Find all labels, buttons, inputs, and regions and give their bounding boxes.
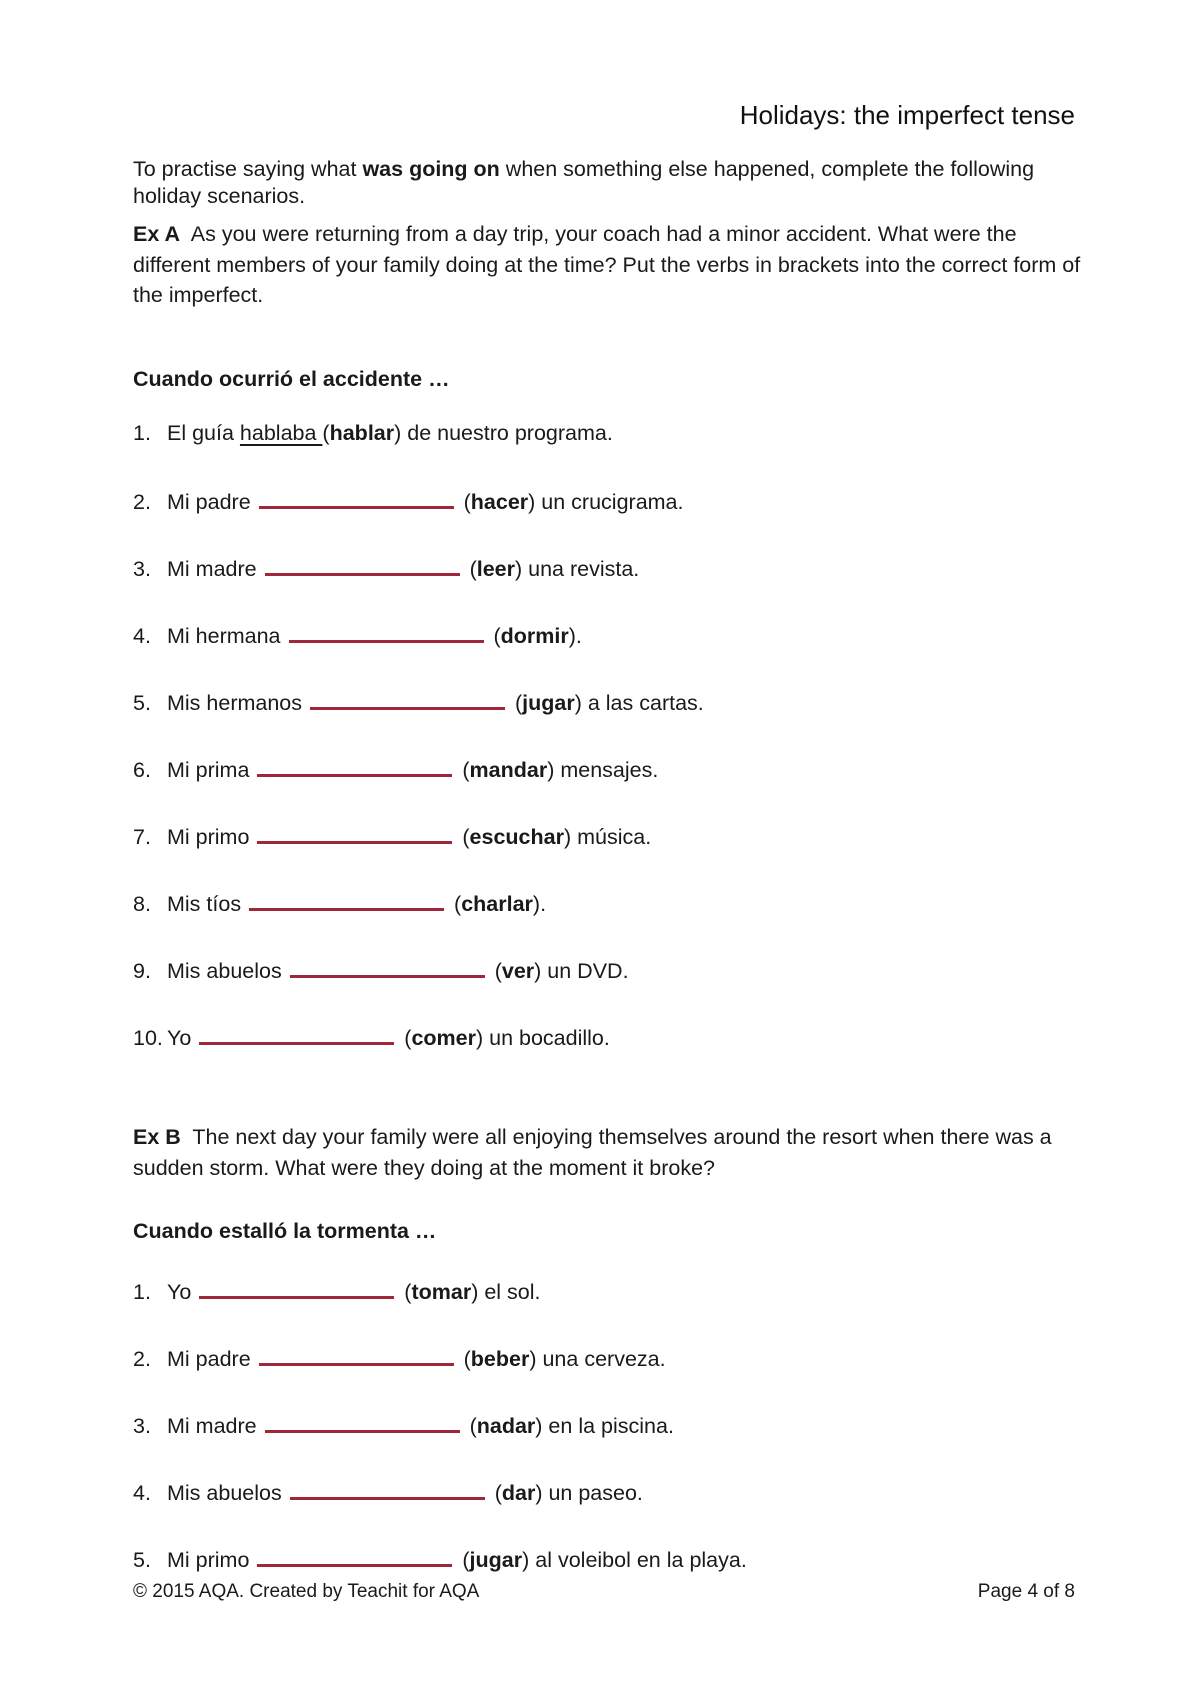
answer-blank[interactable] bbox=[259, 488, 454, 509]
item-rest: ) el sol. bbox=[471, 1280, 541, 1304]
item-subject: Mi primo bbox=[167, 1548, 250, 1572]
answer-blank[interactable] bbox=[257, 756, 452, 777]
verb-infinitive: tomar bbox=[411, 1280, 472, 1304]
item-number: 3. bbox=[133, 1414, 151, 1438]
verb-infinitive: jugar bbox=[469, 1548, 523, 1572]
verb-infinitive: hablar bbox=[329, 421, 395, 445]
item-number: 1. bbox=[133, 421, 151, 445]
exercise-b-heading: Cuando estalló la tormenta … bbox=[133, 1219, 437, 1243]
item-subject: Mi hermana bbox=[167, 624, 281, 648]
item-number: 4. bbox=[133, 1481, 151, 1505]
item-subject: Mi madre bbox=[167, 557, 257, 581]
verb-infinitive: nadar bbox=[476, 1414, 536, 1438]
exercise-b-text: The next day your family were all enjoying themselves around the resort when there was a sudden storm. What were they doing at the moment it broke? bbox=[133, 1125, 1052, 1180]
item-rest: ) un bocadillo. bbox=[476, 1026, 610, 1050]
item-rest: ). bbox=[532, 892, 547, 916]
exercise-item: 5. Mis hermanos (jugar) a las cartas. bbox=[133, 691, 704, 715]
exercise-item: 9. Mis abuelos (ver) un DVD. bbox=[133, 959, 629, 983]
item-rest: ) música. bbox=[563, 825, 652, 849]
exercise-item: 5. Mi primo (jugar) al voleibol en la playa. bbox=[133, 1548, 747, 1572]
exercise-b-instructions bbox=[133, 1122, 1083, 1183]
exercise-a-text: As you were returning from a day trip, your coach had a minor accident. What were the different members of your family doing at the time? Put the verbs in brackets into the correct form of the imperfect. bbox=[133, 222, 1081, 307]
answer-blank[interactable] bbox=[290, 1479, 485, 1500]
exercise-item: 1. Yo (tomar) el sol. bbox=[133, 1280, 541, 1304]
item-number: 5. bbox=[133, 691, 151, 715]
item-subject: Mi padre bbox=[167, 1347, 251, 1371]
exercise-item: 8. Mis tíos (charlar). bbox=[133, 892, 547, 916]
item-number: 10. bbox=[133, 1026, 163, 1050]
answer-blank[interactable] bbox=[265, 1412, 460, 1433]
item-subject: Mi primo bbox=[167, 825, 250, 849]
answer-blank[interactable] bbox=[259, 1345, 454, 1366]
item-rest: ) en la piscina. bbox=[535, 1414, 674, 1438]
verb-infinitive: jugar bbox=[522, 691, 575, 715]
item-number: 8. bbox=[133, 892, 151, 916]
exercise-item: 3. Mi madre (leer) una revista. bbox=[133, 557, 640, 581]
page-title: Holidays: the imperfect tense bbox=[739, 100, 1075, 130]
intro-bold: was going on bbox=[362, 157, 500, 181]
exercise-item: 2. Mi padre (beber) una cerveza. bbox=[133, 1347, 666, 1371]
verb-infinitive: comer bbox=[411, 1026, 476, 1050]
item-subject: Mis tíos bbox=[167, 892, 242, 916]
exercise-item: 4. Mi hermana (dormir). bbox=[133, 624, 582, 648]
exercise-item: 3. Mi madre (nadar) en la piscina. bbox=[133, 1414, 674, 1438]
exercise-b-label: Ex B bbox=[133, 1125, 181, 1149]
item-subject: Mis abuelos bbox=[167, 1481, 282, 1505]
example-answer: hablaba bbox=[239, 421, 323, 445]
item-rest: ) un paseo. bbox=[535, 1481, 643, 1505]
verb-infinitive: charlar bbox=[461, 892, 533, 916]
example-post: ) de nuestro programa. bbox=[394, 421, 613, 445]
item-rest: ) una cerveza. bbox=[529, 1347, 666, 1371]
intro-paragraph bbox=[133, 156, 1083, 210]
item-number: 7. bbox=[133, 825, 151, 849]
intro-pre: To practise saying what bbox=[133, 157, 363, 181]
item-subject: Mi prima bbox=[167, 758, 250, 782]
item-subject: Mi madre bbox=[167, 1414, 257, 1438]
answer-blank[interactable] bbox=[310, 689, 505, 710]
exercise-item: 7. Mi primo (escuchar) música. bbox=[133, 825, 652, 849]
exercise-a-example: 1. El guía hablaba (hablar) de nuestro programa. bbox=[133, 421, 613, 445]
footer-page-number: Page 4 of 8 bbox=[977, 1581, 1075, 1602]
answer-blank[interactable] bbox=[257, 1546, 452, 1567]
item-subject: Mi padre bbox=[167, 490, 251, 514]
exercise-a-instructions bbox=[133, 219, 1083, 311]
verb-infinitive: escuchar bbox=[469, 825, 564, 849]
footer-copyright: © 2015 AQA. Created by Teachit for AQA bbox=[133, 1581, 480, 1602]
exercise-a-label: Ex A bbox=[133, 222, 180, 246]
item-number: 9. bbox=[133, 959, 151, 983]
item-rest: ) al voleibol en la playa. bbox=[522, 1548, 747, 1572]
item-number: 2. bbox=[133, 1347, 151, 1371]
answer-blank[interactable] bbox=[290, 957, 485, 978]
item-rest: ) mensajes. bbox=[547, 758, 659, 782]
item-rest: ) un DVD. bbox=[534, 959, 629, 983]
item-number: 4. bbox=[133, 624, 151, 648]
item-number: 1. bbox=[133, 1280, 151, 1304]
verb-infinitive: beber bbox=[470, 1347, 530, 1371]
verb-infinitive: hacer bbox=[470, 490, 529, 514]
item-number: 6. bbox=[133, 758, 151, 782]
verb-infinitive: dar bbox=[501, 1481, 536, 1505]
verb-infinitive: leer bbox=[476, 557, 515, 581]
item-number: 2. bbox=[133, 490, 151, 514]
example-pre: El guía bbox=[167, 421, 240, 445]
answer-blank[interactable] bbox=[199, 1024, 394, 1045]
item-rest: ) a las cartas. bbox=[574, 691, 704, 715]
item-number: 3. bbox=[133, 557, 151, 581]
answer-blank[interactable] bbox=[249, 890, 444, 911]
answer-blank[interactable] bbox=[257, 823, 452, 844]
item-rest: ). bbox=[568, 624, 582, 648]
exercise-item: 6. Mi prima (mandar) mensajes. bbox=[133, 758, 659, 782]
answer-blank[interactable] bbox=[289, 622, 484, 643]
item-subject: Yo bbox=[167, 1026, 192, 1050]
item-rest: ) un crucigrama. bbox=[528, 490, 684, 514]
exercise-a-heading: Cuando ocurrió el accidente … bbox=[133, 367, 450, 391]
item-subject: Yo bbox=[167, 1280, 192, 1304]
item-subject: Mis abuelos bbox=[167, 959, 282, 983]
exercise-item: 2. Mi padre (hacer) un crucigrama. bbox=[133, 490, 684, 514]
item-subject: Mis hermanos bbox=[167, 691, 303, 715]
exercise-item: 4. Mis abuelos (dar) un paseo. bbox=[133, 1481, 643, 1505]
intro-post: when something else happened, complete the following holiday scenarios. bbox=[133, 157, 1035, 208]
item-number: 5. bbox=[133, 1548, 151, 1572]
verb-infinitive: dormir bbox=[500, 624, 569, 648]
verb-infinitive: ver bbox=[501, 959, 535, 983]
verb-infinitive: mandar bbox=[469, 758, 548, 782]
answer-blank[interactable] bbox=[265, 555, 460, 576]
answer-blank[interactable] bbox=[199, 1278, 394, 1299]
exercise-item: 10. Yo (comer) un bocadillo. bbox=[133, 1026, 610, 1050]
item-rest: ) una revista. bbox=[515, 557, 640, 581]
